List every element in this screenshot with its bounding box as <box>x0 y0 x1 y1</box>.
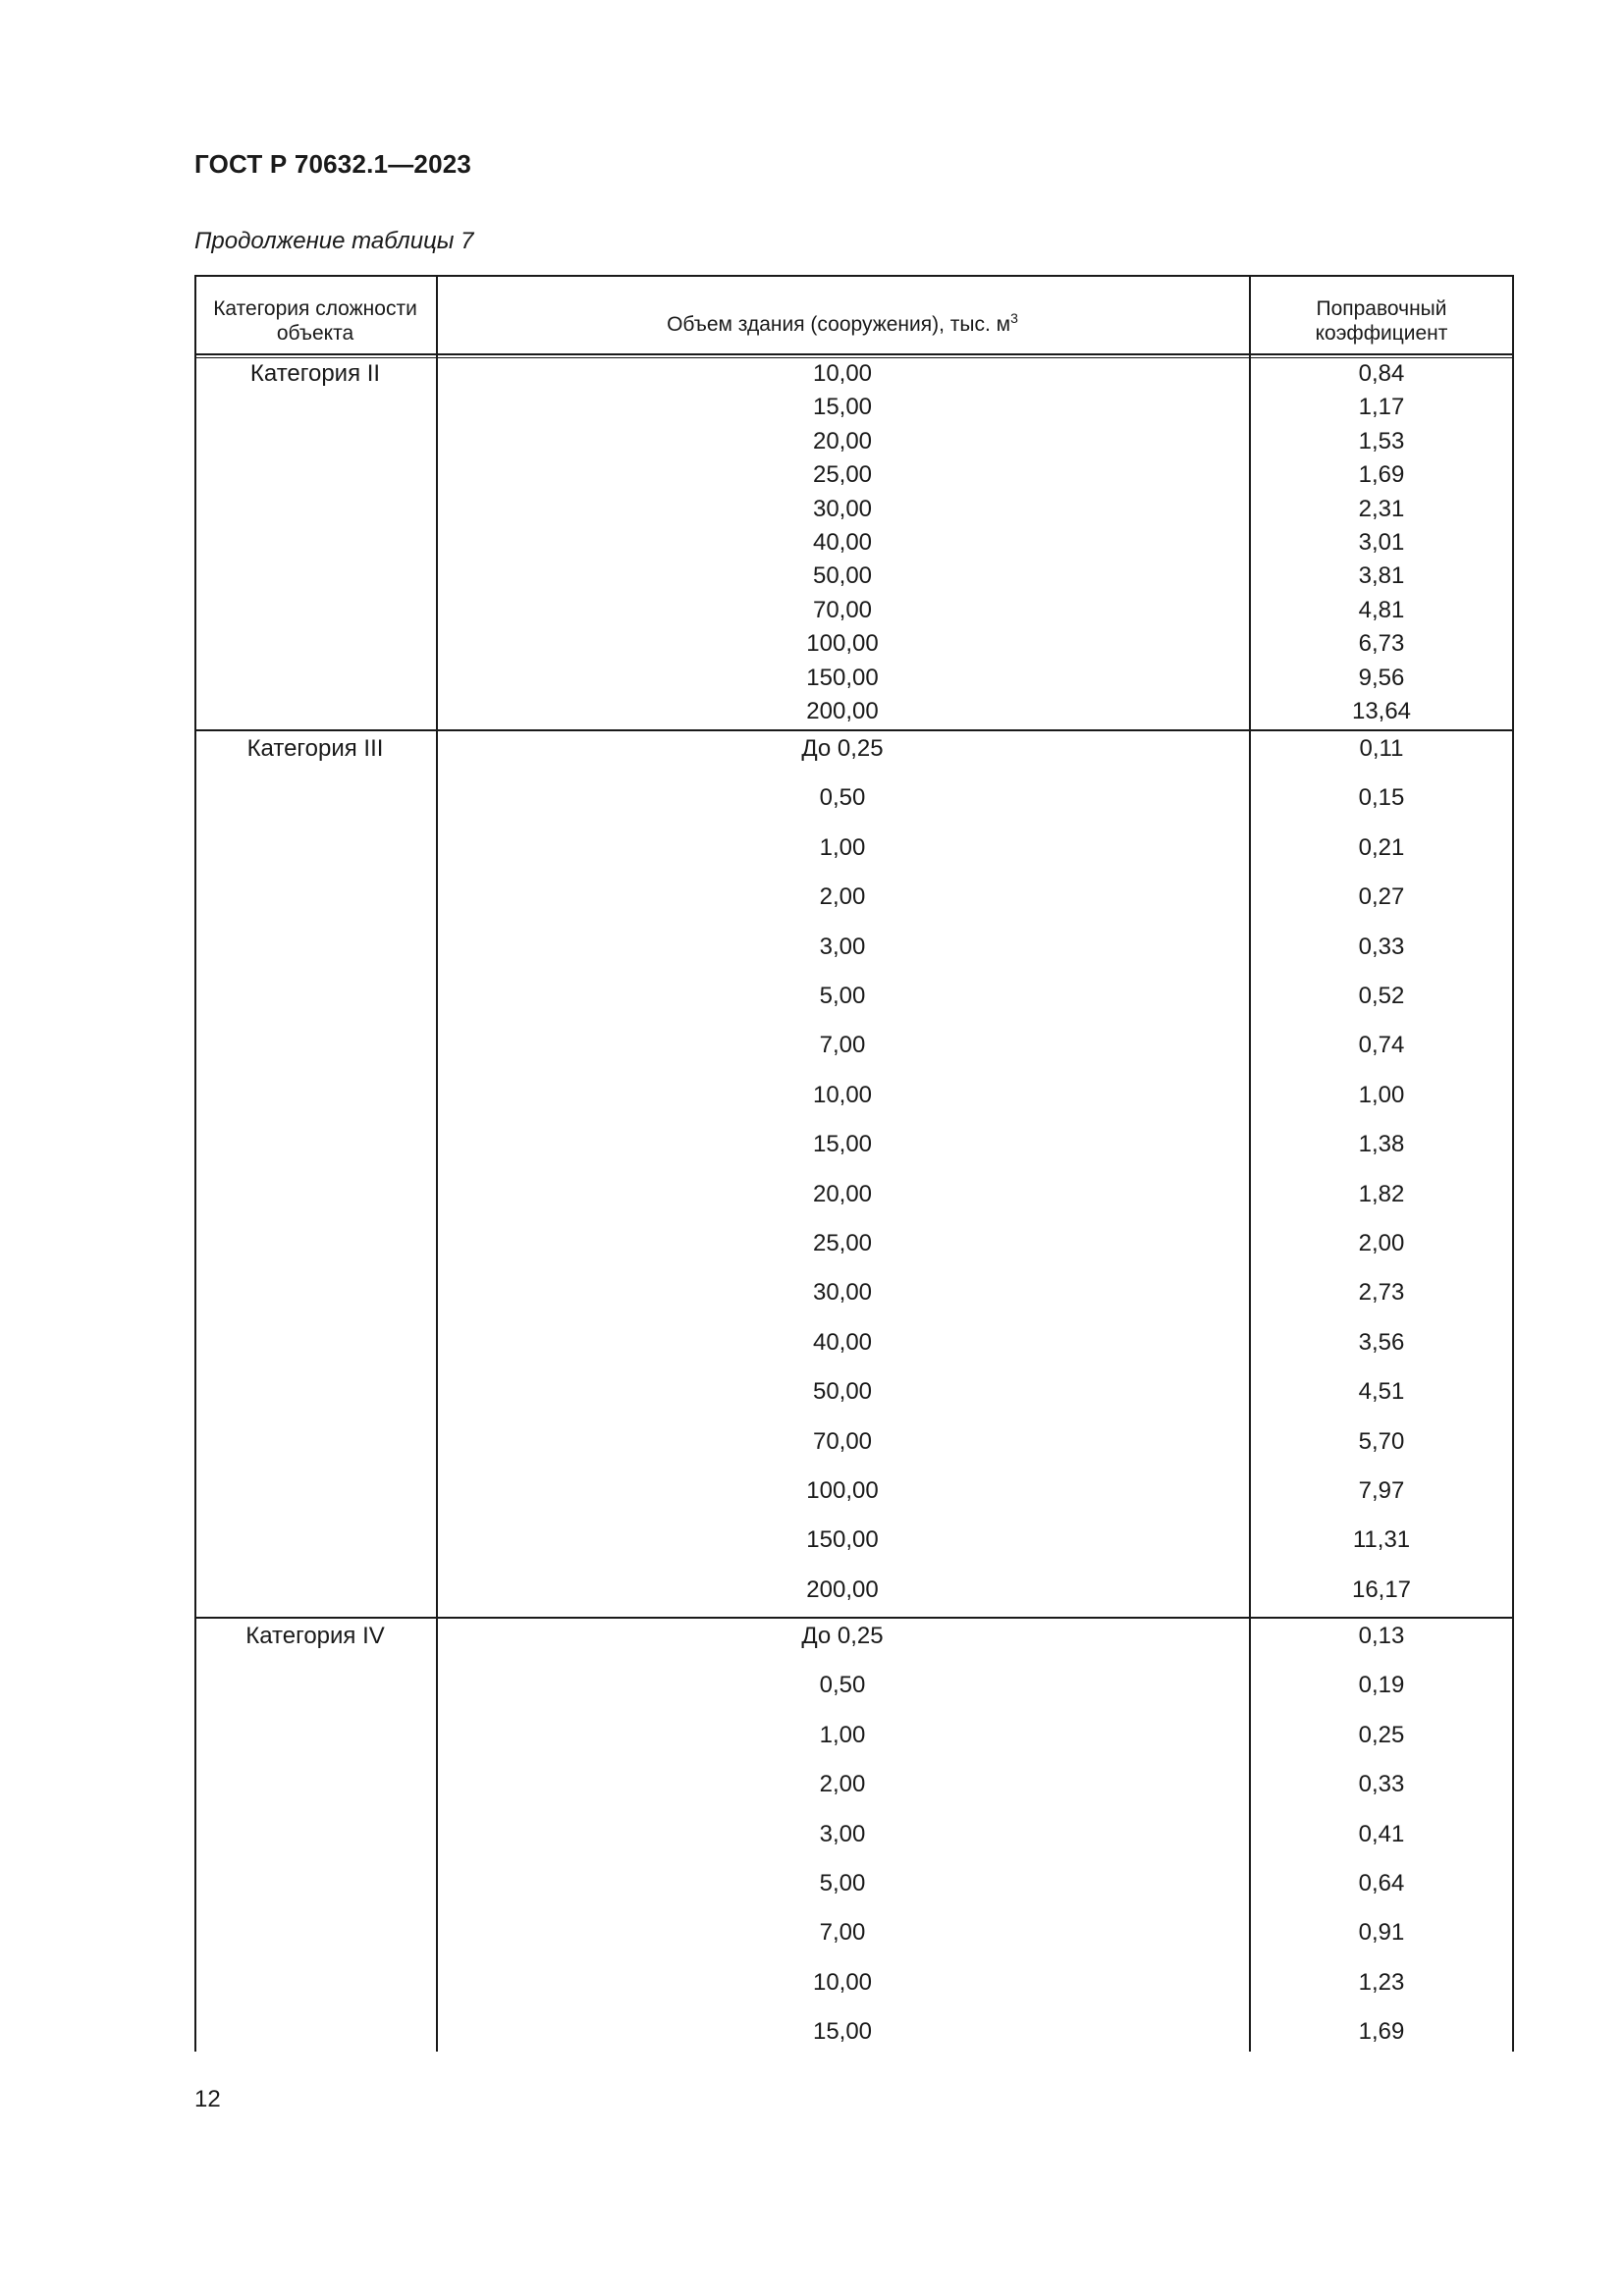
coefficient-cell: 1,69 <box>1358 461 1405 489</box>
volume-cell: 3,00 <box>819 933 866 960</box>
coefficient-cell: 5,70 <box>1358 1427 1405 1455</box>
header-bottom-border <box>194 353 1514 355</box>
coefficient-cell: 0,25 <box>1358 1721 1405 1748</box>
coefficient-cell: 0,33 <box>1358 1771 1405 1798</box>
table-left-border <box>194 275 196 2052</box>
coefficient-cell: 0,41 <box>1358 1820 1405 1847</box>
coefficient-cell: 0,64 <box>1358 1870 1405 1896</box>
coefficient-cell: 3,81 <box>1358 562 1405 590</box>
coefficient-cell: 0,52 <box>1358 983 1405 1009</box>
volume-cell: 0,50 <box>819 1672 866 1699</box>
column-header-volume <box>436 306 1249 337</box>
volume-cell: 150,00 <box>806 1526 879 1554</box>
coefficient-cell: 1,38 <box>1358 1131 1405 1158</box>
table-top-border <box>194 275 1514 277</box>
coefficient-cell: 6,73 <box>1358 630 1405 658</box>
coefficient-cell: 0,21 <box>1358 833 1405 861</box>
column-header-volume-superscript: 3 <box>1010 310 1018 326</box>
coefficient-cell: 11,31 <box>1352 1526 1411 1554</box>
coefficient-cell: 0,91 <box>1358 1919 1405 1947</box>
coefficient-cell: 0,11 <box>1359 735 1404 762</box>
coefficient-cell: 0,19 <box>1358 1672 1405 1699</box>
coefficient-cell: 2,31 <box>1358 495 1405 522</box>
volume-cell: 7,00 <box>819 1919 866 1947</box>
volume-cell: До 0,25 <box>801 1623 884 1649</box>
coefficient-cell: 0,27 <box>1358 883 1405 911</box>
volume-cell: 15,00 <box>812 1131 873 1158</box>
coefficient-cell: 13,64 <box>1351 698 1412 724</box>
coefficient-cell: 0,15 <box>1358 784 1405 812</box>
volume-cell: 15,00 <box>812 2018 873 2046</box>
volume-cell: 25,00 <box>812 461 873 489</box>
volume-cell: 200,00 <box>806 1575 879 1603</box>
coefficient-table <box>194 275 1514 2052</box>
volume-cell: 1,00 <box>819 1721 866 1748</box>
volume-cell: 100,00 <box>806 630 879 658</box>
volume-cell: 200,00 <box>806 698 879 724</box>
coefficient-cell: 7,97 <box>1358 1477 1405 1504</box>
document-code: ГОСТ Р 70632.1—2023 <box>194 149 472 179</box>
column-header-coefficient: Поправочный коэффициент <box>1315 297 1448 345</box>
category-cell: Категория IV <box>245 1623 385 1649</box>
volume-cell: 40,00 <box>812 529 873 556</box>
volume-cell: 70,00 <box>812 596 873 623</box>
column-header-category: Категория сложности объекта <box>213 297 417 345</box>
coefficient-cell: 1,69 <box>1358 2018 1405 2046</box>
coefficient-cell: 3,01 <box>1358 529 1405 556</box>
coefficient-cell: 1,82 <box>1358 1180 1405 1207</box>
volume-cell: 10,00 <box>812 360 873 387</box>
volume-cell: 150,00 <box>806 664 879 691</box>
volume-cell: 40,00 <box>812 1328 873 1356</box>
volume-cell: 100,00 <box>806 1477 879 1504</box>
volume-cell: 2,00 <box>819 883 866 911</box>
volume-cell: 20,00 <box>812 427 873 454</box>
coefficient-cell: 1,17 <box>1358 394 1405 421</box>
column-header-volume-text: Объем здания (сооружения), тыс. м <box>667 313 1011 336</box>
volume-cell: 50,00 <box>812 562 873 590</box>
page-number: 12 <box>194 2086 221 2112</box>
coefficient-cell: 0,74 <box>1358 1032 1405 1059</box>
volume-cell: 5,00 <box>819 983 866 1009</box>
coefficient-cell: 16,17 <box>1351 1575 1412 1603</box>
table-caption: Продолжение таблицы 7 <box>194 228 474 254</box>
volume-cell: 10,00 <box>812 1081 873 1108</box>
header-bottom-border-double <box>194 357 1514 358</box>
coefficient-cell: 4,81 <box>1358 596 1405 623</box>
coefficient-cell: 0,13 <box>1358 1623 1405 1649</box>
volume-cell: 50,00 <box>812 1378 873 1406</box>
coefficient-cell: 1,53 <box>1358 427 1405 454</box>
group-divider-1 <box>194 729 1514 731</box>
volume-cell: 30,00 <box>812 1279 873 1307</box>
volume-cell: 2,00 <box>819 1771 866 1798</box>
coefficient-cell: 2,00 <box>1358 1230 1405 1256</box>
volume-cell: 0,50 <box>819 784 866 812</box>
volume-cell: 25,00 <box>812 1230 873 1256</box>
volume-cell: До 0,25 <box>801 735 884 762</box>
coefficient-cell: 1,23 <box>1358 1968 1405 1996</box>
coefficient-cell: 9,56 <box>1358 664 1405 691</box>
volume-cell: 70,00 <box>812 1427 873 1455</box>
coefficient-cell: 2,73 <box>1358 1279 1405 1307</box>
volume-cell: 5,00 <box>819 1870 866 1896</box>
group-divider-2 <box>194 1617 1514 1619</box>
category-cell: Категория II <box>249 360 381 387</box>
volume-cell: 10,00 <box>812 1968 873 1996</box>
volume-cell: 15,00 <box>812 394 873 421</box>
volume-cell: 20,00 <box>812 1180 873 1207</box>
volume-cell: 1,00 <box>819 833 866 861</box>
coefficient-cell: 3,56 <box>1358 1328 1405 1356</box>
volume-cell: 7,00 <box>819 1032 866 1059</box>
coefficient-cell: 1,00 <box>1358 1081 1405 1108</box>
coefficient-cell: 0,33 <box>1358 933 1405 960</box>
coefficient-cell: 0,84 <box>1358 360 1405 387</box>
category-cell: Категория III <box>246 735 384 762</box>
coefficient-cell: 4,51 <box>1358 1378 1405 1406</box>
volume-cell: 30,00 <box>812 495 873 522</box>
volume-cell: 3,00 <box>819 1820 866 1847</box>
